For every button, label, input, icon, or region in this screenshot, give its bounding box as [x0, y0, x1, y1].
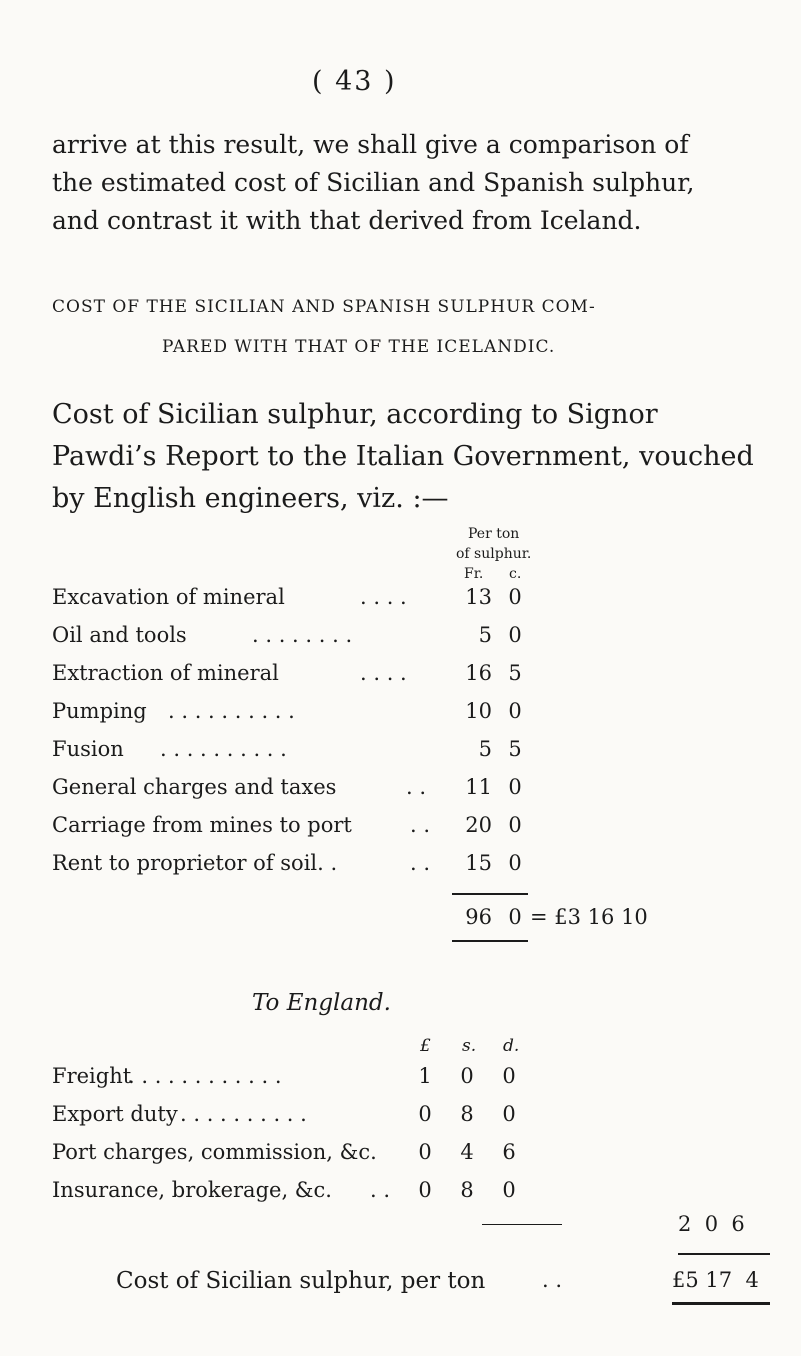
shillings-value: 8 [460, 1102, 474, 1126]
leader-dots: . . [410, 813, 431, 837]
intro-line-2: Pawdi’s Report to the Italian Government, vouched [52, 441, 754, 472]
total-francs: 96 [465, 905, 492, 929]
centimes-value: 0 [508, 775, 522, 799]
leader-dots: . . [406, 775, 427, 799]
francs-value: 10 [465, 699, 492, 723]
sum-rule [452, 893, 528, 895]
centimes-value: 5 [508, 737, 522, 761]
pounds-value: 0 [418, 1178, 432, 1202]
leader-dots: . . . . [360, 661, 407, 685]
francs-value: 15 [465, 851, 492, 875]
row-label: Fusion [52, 737, 124, 761]
leader-dots: . . . . . . . . . . [160, 737, 287, 761]
to-england-heading: To England. [252, 990, 391, 1016]
centimes-value: 5 [508, 661, 522, 685]
francs-value: 5 [478, 623, 492, 647]
section-heading-line-1: COST OF THE SICILIAN AND SPANISH SULPHUR COM- [52, 297, 596, 317]
pounds-value: 0 [418, 1102, 432, 1126]
per-ton-header: Per ton [468, 526, 520, 542]
subtotal-rule [482, 1224, 562, 1225]
row-label: Oil and tools [52, 623, 187, 647]
paragraph-line-2: the estimated cost of Sicilian and Spanish sulphur, [52, 168, 695, 197]
pence-value: 0 [502, 1102, 516, 1126]
final-total-rule [672, 1302, 770, 1305]
francs-value: 13 [465, 585, 492, 609]
row-label: General charges and taxes [52, 775, 337, 799]
centimes-value: 0 [508, 585, 522, 609]
shillings-column-header: s. [462, 1036, 477, 1056]
centimes-value: 0 [508, 699, 522, 723]
england-subtotal: 2 0 6 [678, 1212, 745, 1236]
leader-dots: . . . . . . . . . . [180, 1102, 307, 1126]
sterling-equivalent: = £3 16 10 [530, 905, 648, 929]
centimes-column-header: c. [509, 566, 522, 582]
pence-value: 0 [502, 1064, 516, 1088]
of-sulphur-header: of sulphur. [456, 546, 532, 562]
francs-value: 20 [465, 813, 492, 837]
leader-dots: . . . . . . . . . . . . [128, 1064, 282, 1088]
francs-column-header: Fr. [464, 566, 484, 582]
page-number: ( 43 ) [312, 66, 397, 97]
pence-column-header: d. [503, 1036, 520, 1056]
intro-line-3: by English engineers, viz. :— [52, 483, 449, 514]
total-rule [452, 940, 528, 942]
leader-dots: . . . . . . . . . . [168, 699, 295, 723]
intro-line-1: Cost of Sicilian sulphur, according to Signor [52, 399, 658, 430]
row-label: Export duty [52, 1102, 178, 1126]
paragraph-line-3: and contrast it with that derived from Iceland. [52, 206, 642, 235]
paragraph-line-1: arrive at this result, we shall give a comparison of [52, 130, 689, 159]
shillings-value: 8 [460, 1178, 474, 1202]
row-label: Excavation of mineral [52, 585, 285, 609]
row-label: Insurance, brokerage, &c. [52, 1178, 332, 1202]
row-label: Rent to proprietor of soil. . [52, 851, 338, 875]
section-heading-line-2: PARED WITH THAT OF THE ICELANDIC. [162, 337, 556, 357]
centimes-value: 0 [508, 623, 522, 647]
francs-value: 16 [465, 661, 492, 685]
leader-dots: . . . . [360, 585, 407, 609]
subtotal-underline [678, 1253, 770, 1255]
row-label: Carriage from mines to port [52, 813, 352, 837]
leader-dots: . . [542, 1268, 563, 1292]
shillings-value: 0 [460, 1064, 474, 1088]
pence-value: 6 [502, 1140, 516, 1164]
pounds-value: 0 [418, 1140, 432, 1164]
row-label: Pumping [52, 699, 147, 723]
centimes-value: 0 [508, 813, 522, 837]
row-label: Port charges, commission, &c. [52, 1140, 377, 1164]
final-total-label: Cost of Sicilian sulphur, per ton [116, 1268, 486, 1294]
pence-value: 0 [502, 1178, 516, 1202]
total-centimes: 0 [508, 905, 522, 929]
leader-dots: . . [410, 851, 431, 875]
francs-value: 11 [465, 775, 492, 799]
centimes-value: 0 [508, 851, 522, 875]
leader-dots: . . [370, 1178, 391, 1202]
leader-dots: . . . . . . . . [252, 623, 353, 647]
pounds-column-header: £ [420, 1036, 431, 1056]
row-label: Freight [52, 1064, 132, 1088]
francs-value: 5 [478, 737, 492, 761]
shillings-value: 4 [460, 1140, 474, 1164]
row-label: Extraction of mineral [52, 661, 279, 685]
pounds-value: 1 [418, 1064, 432, 1088]
final-total-value: £5 17 4 [672, 1268, 759, 1292]
